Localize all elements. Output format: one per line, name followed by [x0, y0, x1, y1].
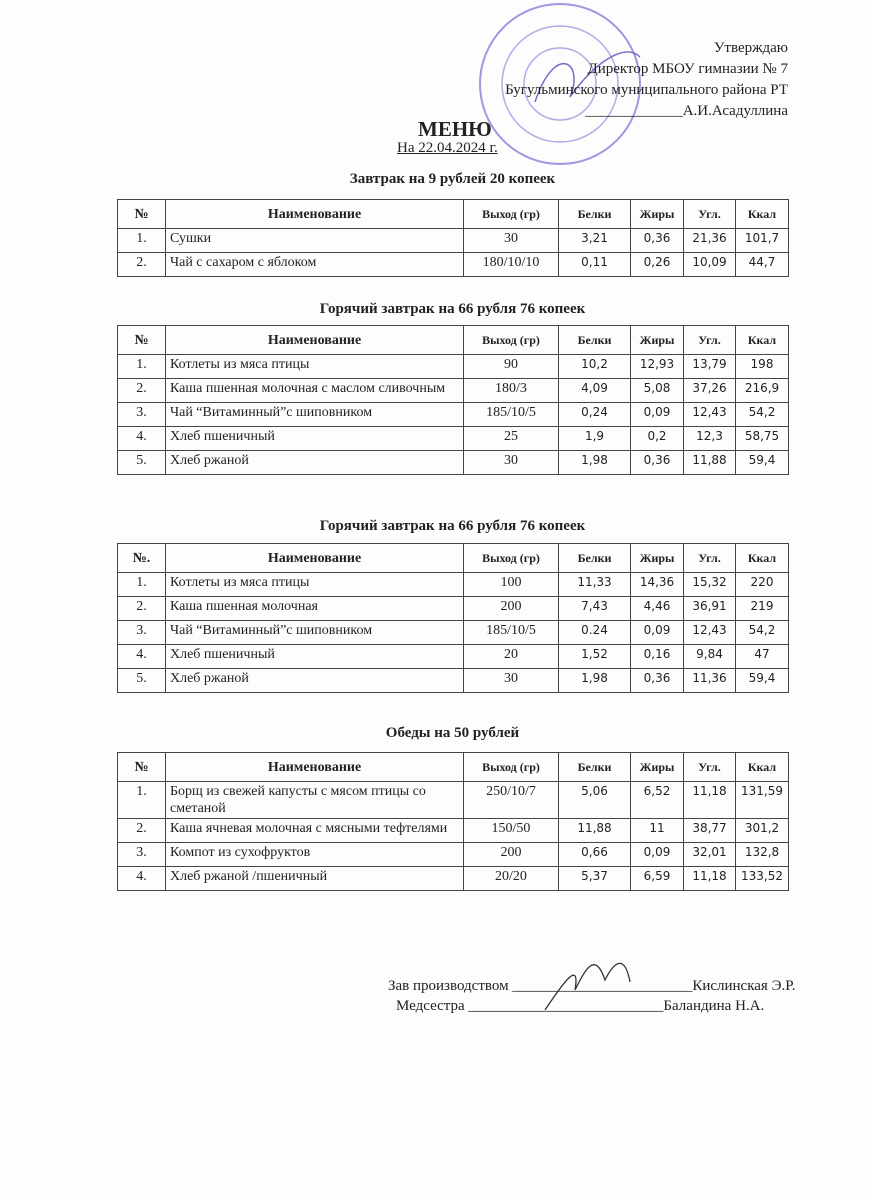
cell-kcal: 47 — [736, 645, 789, 669]
column-header-kcal: Ккал — [736, 200, 789, 229]
cell-carbs: 13,79 — [684, 355, 736, 379]
cell-fats: 0,09 — [631, 843, 684, 867]
section-title: Завтрак на 9 рублей 20 копеек — [349, 171, 556, 187]
column-header-name: Наименование — [166, 544, 464, 573]
cell-proteins: 11,33 — [559, 573, 631, 597]
cell-kcal: 220 — [736, 573, 789, 597]
menu-table — [117, 199, 789, 277]
cell-number: 3. — [118, 843, 166, 867]
cell-proteins: 4,09 — [559, 379, 631, 403]
nurse-signature: Медсестра __________________________Баландина Н.А. — [396, 998, 765, 1014]
cell-number: 1. — [118, 573, 166, 597]
cell-kcal: 58,75 — [736, 427, 789, 451]
section-title: Горячий завтрак на 66 рубля 76 копеек — [319, 518, 586, 534]
cell-yield: 25 — [464, 427, 559, 451]
table-row — [118, 843, 789, 867]
cell-number: 4. — [118, 867, 166, 891]
column-header-kcal: Ккал — [736, 326, 789, 355]
cell-proteins: 5,37 — [559, 867, 631, 891]
table-row — [118, 645, 789, 669]
column-header-number: № — [118, 200, 166, 229]
cell-yield: 30 — [464, 669, 559, 693]
cell-yield: 100 — [464, 573, 559, 597]
cell-fats: 14,36 — [631, 573, 684, 597]
director-title: Директор МБОУ гимназии № 7 — [587, 61, 788, 77]
cell-carbs: 11,18 — [684, 782, 736, 819]
cell-proteins: 0.24 — [559, 621, 631, 645]
approval-block — [505, 38, 788, 122]
cell-carbs: 36,91 — [684, 597, 736, 621]
table-header-row — [118, 200, 789, 229]
table-row — [118, 597, 789, 621]
table-row — [118, 355, 789, 379]
cell-name: Котлеты из мяса птицы — [166, 573, 464, 597]
cell-fats: 6,52 — [631, 782, 684, 819]
cell-fats: 0,2 — [631, 427, 684, 451]
column-header-yield: Выход (гр) — [464, 544, 559, 573]
cell-yield: 90 — [464, 355, 559, 379]
cell-proteins: 7,43 — [559, 597, 631, 621]
district-name: Бугульминского муниципального района РТ — [505, 82, 788, 98]
column-header-yield: Выход (гр) — [464, 326, 559, 355]
cell-number: 4. — [118, 645, 166, 669]
approval-heading: Утверждаю — [713, 40, 788, 56]
cell-proteins: 0,66 — [559, 843, 631, 867]
cell-yield: 185/10/5 — [464, 403, 559, 427]
section-title: Обеды на 50 рублей — [385, 725, 520, 741]
cell-fats: 0,09 — [631, 403, 684, 427]
cell-carbs: 32,01 — [684, 843, 736, 867]
cell-carbs: 11,36 — [684, 669, 736, 693]
table-header-row — [118, 544, 789, 573]
column-header-name: Наименование — [166, 753, 464, 782]
cell-proteins: 5,06 — [559, 782, 631, 819]
cell-number: 4. — [118, 427, 166, 451]
cell-carbs: 11,88 — [684, 451, 736, 475]
cell-fats: 5,08 — [631, 379, 684, 403]
cell-yield: 30 — [464, 451, 559, 475]
cell-carbs: 37,26 — [684, 379, 736, 403]
director-name: _____________А.И.Асадуллина — [585, 103, 788, 119]
cell-fats: 0,09 — [631, 621, 684, 645]
cell-kcal: 132,8 — [736, 843, 789, 867]
cell-name: Чай с сахаром с яблоком — [166, 253, 464, 277]
cell-yield: 20 — [464, 645, 559, 669]
cell-number: 5. — [118, 669, 166, 693]
cell-yield: 200 — [464, 597, 559, 621]
cell-kcal: 101,7 — [736, 229, 789, 253]
cell-fats: 0,36 — [631, 229, 684, 253]
column-header-proteins: Белки — [559, 544, 631, 573]
column-header-kcal: Ккал — [736, 753, 789, 782]
table-row — [118, 621, 789, 645]
cell-carbs: 38,77 — [684, 819, 736, 843]
cell-carbs: 9,84 — [684, 645, 736, 669]
table-row — [118, 427, 789, 451]
cell-proteins: 1,9 — [559, 427, 631, 451]
cell-carbs: 12,3 — [684, 427, 736, 451]
cell-proteins: 11,88 — [559, 819, 631, 843]
cell-kcal: 131,59 — [736, 782, 789, 819]
cell-name: Чай “Витаминный”с шиповником — [166, 403, 464, 427]
cell-name: Чай “Витаминный”с шиповником — [166, 621, 464, 645]
column-header-carbs: Угл. — [684, 753, 736, 782]
column-header-number: № — [118, 326, 166, 355]
cell-number: 2. — [118, 379, 166, 403]
menu-table — [117, 543, 789, 693]
cell-name: Каша ячневая молочная с мясными тефтелями — [166, 819, 464, 843]
cell-fats: 0,36 — [631, 669, 684, 693]
column-header-carbs: Угл. — [684, 200, 736, 229]
production-manager-signature: Зав производством ________________________Кислинская Э.Р. — [388, 978, 796, 994]
cell-fats: 4,46 — [631, 597, 684, 621]
cell-fats: 0,36 — [631, 451, 684, 475]
table-row — [118, 819, 789, 843]
cell-name: Хлеб ржаной /пшеничный — [166, 867, 464, 891]
cell-kcal: 44,7 — [736, 253, 789, 277]
table-row — [118, 229, 789, 253]
column-header-carbs: Угл. — [684, 326, 736, 355]
cell-carbs: 12,43 — [684, 403, 736, 427]
table-row — [118, 379, 789, 403]
cell-name: Борщ из свежей капусты с мясом птицы со сметаной — [166, 782, 464, 819]
cell-kcal: 198 — [736, 355, 789, 379]
cell-name: Каша пшенная молочная — [166, 597, 464, 621]
cell-number: 1. — [118, 229, 166, 253]
column-header-fats: Жиры — [631, 544, 684, 573]
cell-yield: 185/10/5 — [464, 621, 559, 645]
cell-fats: 12,93 — [631, 355, 684, 379]
column-header-fats: Жиры — [631, 753, 684, 782]
cell-kcal: 216,9 — [736, 379, 789, 403]
cell-name: Хлеб пшеничный — [166, 427, 464, 451]
cell-number: 1. — [118, 782, 166, 819]
cell-proteins: 0,11 — [559, 253, 631, 277]
column-header-name: Наименование — [166, 326, 464, 355]
column-header-fats: Жиры — [631, 200, 684, 229]
cell-kcal: 133,52 — [736, 867, 789, 891]
cell-fats: 11 — [631, 819, 684, 843]
menu-table — [117, 325, 789, 475]
handwritten-signature-icon — [535, 940, 655, 1020]
cell-yield: 200 — [464, 843, 559, 867]
cell-carbs: 15,32 — [684, 573, 736, 597]
cell-name: Хлеб ржаной — [166, 451, 464, 475]
column-header-number: № — [118, 753, 166, 782]
table-row — [118, 451, 789, 475]
cell-kcal: 301,2 — [736, 819, 789, 843]
cell-name: Каша пшенная молочная с маслом сливочным — [166, 379, 464, 403]
cell-number: 1. — [118, 355, 166, 379]
cell-yield: 150/50 — [464, 819, 559, 843]
cell-yield: 250/10/7 — [464, 782, 559, 819]
cell-kcal: 219 — [736, 597, 789, 621]
table-header-row — [118, 326, 789, 355]
menu-date: На 22.04.2024 г. — [397, 140, 498, 156]
cell-proteins: 0,24 — [559, 403, 631, 427]
table-header-row — [118, 753, 789, 782]
cell-fats: 6,59 — [631, 867, 684, 891]
cell-yield: 20/20 — [464, 867, 559, 891]
cell-name: Компот из сухофруктов — [166, 843, 464, 867]
table-row — [118, 573, 789, 597]
column-header-kcal: Ккал — [736, 544, 789, 573]
cell-kcal: 59,4 — [736, 669, 789, 693]
cell-carbs: 10,09 — [684, 253, 736, 277]
cell-yield: 180/10/10 — [464, 253, 559, 277]
cell-kcal: 54,2 — [736, 403, 789, 427]
table-row — [118, 669, 789, 693]
table-row — [118, 403, 789, 427]
cell-carbs: 12,43 — [684, 621, 736, 645]
cell-number: 2. — [118, 253, 166, 277]
column-header-proteins: Белки — [559, 200, 631, 229]
column-header-fats: Жиры — [631, 326, 684, 355]
cell-number: 3. — [118, 621, 166, 645]
cell-kcal: 59,4 — [736, 451, 789, 475]
cell-proteins: 1,98 — [559, 669, 631, 693]
column-header-name: Наименование — [166, 200, 464, 229]
table-row — [118, 867, 789, 891]
column-header-number: №. — [118, 544, 166, 573]
cell-fats: 0,26 — [631, 253, 684, 277]
cell-proteins: 3,21 — [559, 229, 631, 253]
column-header-proteins: Белки — [559, 326, 631, 355]
menu-table — [117, 752, 789, 891]
cell-number: 3. — [118, 403, 166, 427]
cell-name: Котлеты из мяса птицы — [166, 355, 464, 379]
section-title: Горячий завтрак на 66 рубля 76 копеек — [319, 301, 586, 317]
cell-fats: 0,16 — [631, 645, 684, 669]
cell-name: Хлеб пшеничный — [166, 645, 464, 669]
cell-yield: 180/3 — [464, 379, 559, 403]
column-header-yield: Выход (гр) — [464, 753, 559, 782]
cell-yield: 30 — [464, 229, 559, 253]
cell-number: 2. — [118, 597, 166, 621]
cell-carbs: 21,36 — [684, 229, 736, 253]
column-header-carbs: Угл. — [684, 544, 736, 573]
table-row — [118, 782, 789, 819]
cell-number: 2. — [118, 819, 166, 843]
cell-name: Хлеб ржаной — [166, 669, 464, 693]
cell-proteins: 1,98 — [559, 451, 631, 475]
column-header-yield: Выход (гр) — [464, 200, 559, 229]
cell-kcal: 54,2 — [736, 621, 789, 645]
column-header-proteins: Белки — [559, 753, 631, 782]
cell-name: Сушки — [166, 229, 464, 253]
cell-number: 5. — [118, 451, 166, 475]
cell-proteins: 10,2 — [559, 355, 631, 379]
cell-carbs: 11,18 — [684, 867, 736, 891]
cell-proteins: 1,52 — [559, 645, 631, 669]
page-title: МЕНЮ — [418, 117, 492, 141]
table-row — [118, 253, 789, 277]
